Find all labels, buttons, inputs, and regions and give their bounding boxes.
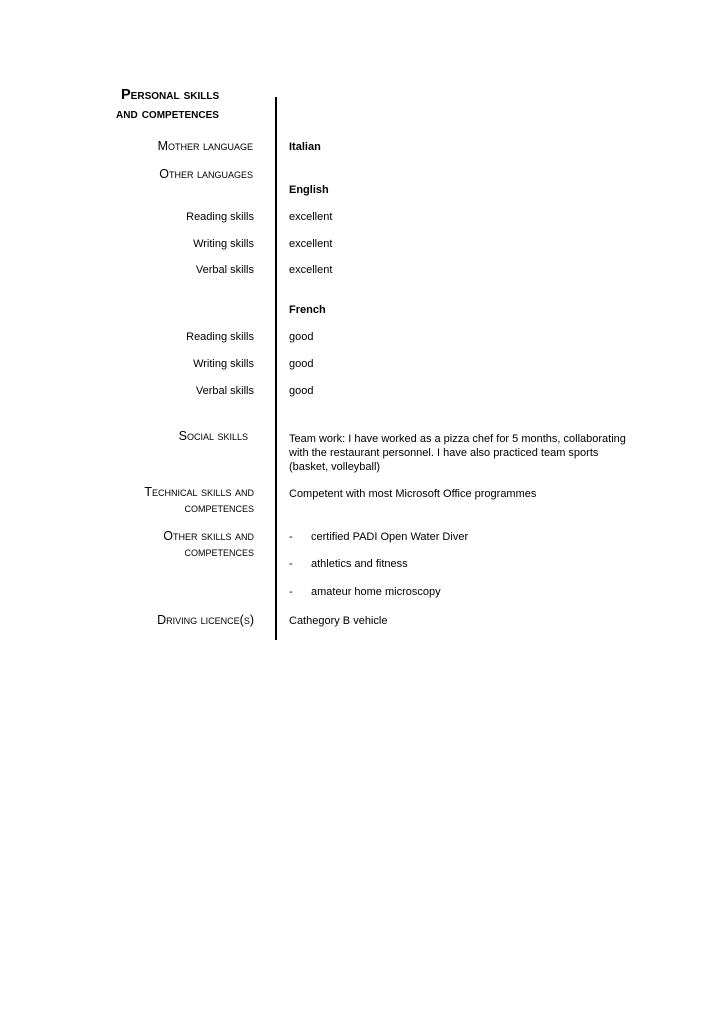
french-reading-value: good — [289, 331, 314, 343]
other-skills-label-line2: competences — [184, 545, 254, 559]
other-skill-text: athletics and fitness — [311, 558, 408, 570]
mother-language-value: Italian — [289, 141, 321, 153]
column-divider — [275, 97, 277, 640]
social-skills-label: Social skills — [178, 429, 248, 443]
social-skills-line: (basket, volleyball) — [289, 461, 381, 473]
other-skill-item — [289, 531, 468, 543]
social-skills-line: with the restaurant personnel. I have also practiced team sports — [289, 447, 599, 459]
english-verbal-value: excellent — [289, 264, 333, 276]
language-name-english: English — [289, 184, 329, 196]
technical-skills-label-line2: competences — [184, 501, 254, 515]
english-writing-value: excellent — [289, 238, 333, 250]
technical-skills-value: Competent with most Microsoft Office programmes — [289, 488, 537, 500]
language-name-french: French — [289, 304, 326, 316]
french-reading-label: Reading skills — [186, 331, 254, 343]
technical-skills-label-line1: Technical skills and — [144, 485, 254, 499]
other-languages-label: Other languages — [159, 167, 253, 181]
french-writing-value: good — [289, 358, 314, 370]
driving-licence-value: Cathegory B vehicle — [289, 615, 388, 627]
english-writing-label: Writing skills — [193, 238, 254, 250]
personal-skills-heading-line2: and competences — [116, 106, 219, 122]
english-reading-value: excellent — [289, 211, 333, 223]
bullet-dash: - — [289, 586, 293, 598]
other-skill-text: amateur home microscopy — [311, 586, 441, 598]
french-writing-label: Writing skills — [193, 358, 254, 370]
french-verbal-label: Verbal skills — [195, 385, 254, 397]
english-reading-label: Reading skills — [186, 211, 254, 223]
other-skills-label-line1: Other skills and — [163, 529, 254, 543]
social-skills-line: Team work: I have worked as a pizza chef for 5 months, collaborating — [289, 433, 626, 445]
other-skill-item — [289, 586, 441, 598]
other-skill-item — [289, 558, 408, 570]
french-verbal-value: good — [289, 385, 314, 397]
other-skill-text: certified PADI Open Water Diver — [311, 531, 469, 543]
mother-language-label: Mother language — [157, 139, 253, 153]
social-skills-text — [289, 432, 626, 474]
english-verbal-label: Verbal skills — [195, 264, 254, 276]
bullet-dash: - — [289, 531, 293, 543]
bullet-dash: - — [289, 558, 293, 570]
personal-skills-heading-line1: Personal skills — [121, 87, 220, 103]
driving-licence-label: Driving licence(s) — [157, 613, 254, 627]
